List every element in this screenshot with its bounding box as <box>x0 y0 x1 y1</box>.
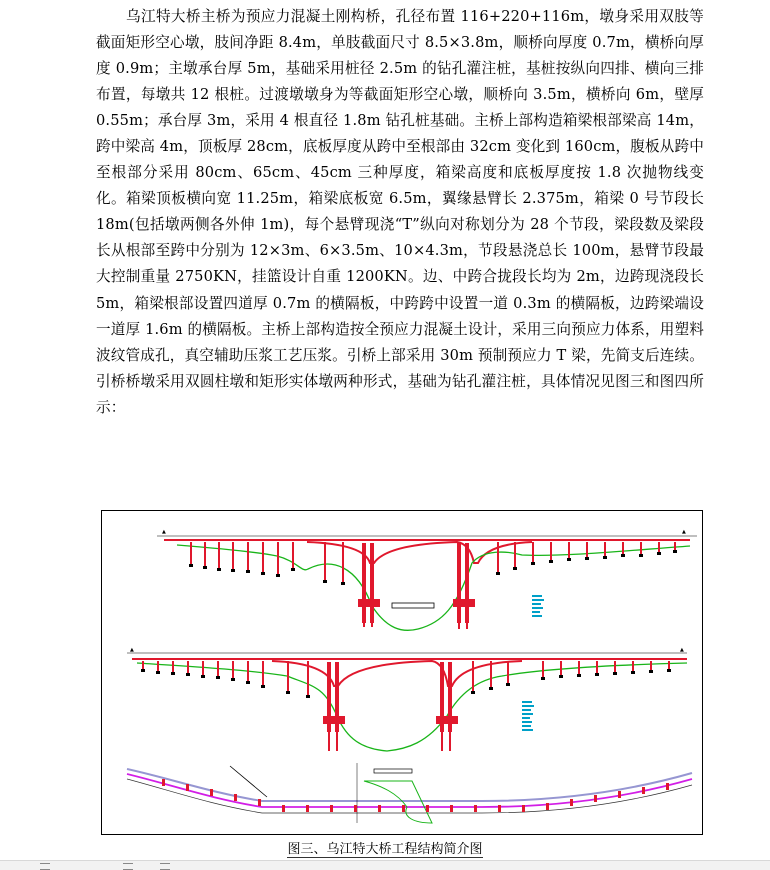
approach-pier-lower-footing <box>156 671 160 674</box>
approach-pier-upper-footing <box>217 568 221 571</box>
approach-pier-lower-footing <box>246 681 250 684</box>
approach-pier-upper-footing <box>231 569 235 572</box>
approach-pier-lower <box>287 661 289 691</box>
approach-pier-lower <box>614 661 616 672</box>
approach-pier-lower-footing <box>141 669 145 672</box>
svg-text:▲: ▲ <box>680 647 684 653</box>
approach-pier-upper <box>190 542 192 564</box>
approach-pier-upper <box>658 542 660 552</box>
plan-pier-mark <box>282 805 285 812</box>
approach-pier-upper <box>232 542 234 569</box>
approach-pier-lower-footing <box>489 687 493 690</box>
plan-pier-mark <box>258 799 261 806</box>
approach-pier-lower <box>232 661 234 678</box>
approach-pier-upper <box>674 542 676 550</box>
approach-pier-upper-footing <box>496 572 500 575</box>
svg-text:▲: ▲ <box>130 647 134 653</box>
approach-pier-upper-footing <box>621 554 625 557</box>
figure-caption-wrap <box>0 838 770 857</box>
approach-pier-lower-footing <box>613 672 617 675</box>
approach-pier-lower <box>668 661 670 669</box>
approach-pier-upper <box>640 542 642 554</box>
approach-pier-lower-footing <box>261 685 265 688</box>
svg-text:▲: ▲ <box>162 529 166 535</box>
bridge-drawing <box>102 511 702 834</box>
plan-pier-mark <box>522 805 525 812</box>
figure-caption: 图三、乌江特大桥工程结构简介图 <box>287 842 483 857</box>
approach-pier-lower-footing <box>559 675 563 678</box>
svg-text:▲: ▲ <box>682 529 686 535</box>
approach-pier-upper <box>204 542 206 566</box>
approach-pier-lower <box>507 661 509 683</box>
plan-pier-mark <box>594 795 597 802</box>
plan-pier-mark <box>426 805 429 812</box>
approach-pier-upper-footing <box>341 582 345 585</box>
plan-view <box>127 763 692 823</box>
approach-pier-upper <box>497 542 499 572</box>
approach-pier-upper <box>292 542 294 568</box>
approach-pier-lower-footing <box>577 674 581 677</box>
approach-pier-lower-footing <box>201 675 205 678</box>
plan-pier-mark <box>210 789 213 796</box>
elevation-lower <box>127 647 687 751</box>
dimension-text-upper <box>532 595 544 617</box>
approach-pier-lower-footing <box>667 669 671 672</box>
approach-pier-lower <box>172 661 174 672</box>
terrain-profile-upper <box>177 545 690 630</box>
approach-pier-upper <box>622 542 624 554</box>
dimension-text-lower <box>522 701 534 731</box>
approach-pier-lower-footing <box>541 677 545 680</box>
plan-pier-mark <box>402 805 405 812</box>
approach-pier-lower <box>542 661 544 677</box>
approach-pier-upper-footing <box>657 552 661 555</box>
approach-pier-upper-footing <box>585 557 589 560</box>
approach-pier-lower <box>560 661 562 675</box>
approach-pier-lower-footing <box>171 672 175 675</box>
approach-pier-upper-footing <box>246 570 250 573</box>
approach-pier-lower <box>650 661 652 670</box>
approach-pier-upper <box>514 542 516 567</box>
approach-pier-upper <box>247 542 249 570</box>
approach-pier-upper-footing <box>203 566 207 569</box>
approach-pier-lower-footing <box>631 671 635 674</box>
approach-pier-upper <box>218 542 220 568</box>
approach-pier-lower-footing <box>186 673 190 676</box>
plan-pier-mark <box>354 805 357 812</box>
plan-pier-mark <box>162 779 165 786</box>
approach-pier-lower <box>578 661 580 674</box>
approach-pier-upper <box>277 542 279 574</box>
plan-pier-mark <box>306 805 309 812</box>
approach-pier-lower <box>490 661 492 687</box>
bridge-structure-figure <box>101 510 703 835</box>
approach-pier-upper <box>550 542 552 560</box>
plan-pier-mark <box>546 803 549 810</box>
approach-pier-upper-footing <box>567 558 571 561</box>
approach-pier-upper-footing <box>261 572 265 575</box>
approach-pier-upper-footing <box>639 554 643 557</box>
approach-pier-upper <box>342 542 344 582</box>
plan-pier-mark <box>570 799 573 806</box>
approach-pier-lower <box>187 661 189 673</box>
body-paragraph: 乌江特大桥主桥为预应力混凝土刚构桥，孔径布置 116+220+116m，墩身采用双肢等截面矩形空心墩，肢间净距 8.4m，单肢截面尺寸 8.5×3.8m，顺桥向厚度 0.7m，横桥向厚度 0.9m；主墩承台厚 5m，基础采用桩径 2.5m 的钻孔灌注桩，基桩按纵向四排、横向三排布置，每墩共 12 根桩。过渡墩墩身为等截面矩形空心墩，顺桥向 3.5m，横桥向 6m，壁厚 0.55m；承台厚 3m，采用 4 根直径 1.8m 钻孔桩基础。主桥上部构造箱梁根部梁高 14m，跨中梁高 4m，顶板厚 28cm，底板厚度从跨中至根部由 32cm 变化到 160cm，腹板从跨中至根部分采用 80cm、65cm、45cm 三种厚度，箱梁高度和底板厚度按 1.8 次抛物线变化。箱梁顶板横向宽 11.25m，箱梁底板宽 6.5m，翼缘悬臂长 2.375m，箱梁 0 号节段长 18m(包括墩两侧各外伸 1m)，每个悬臂现浇“T”纵向对称划分为 28 个节段，梁段数及梁段长从根部至跨中分别为 12×3m、6×3.5m、10×4.3m，节段悬浇总长 100m，悬臂节段最大控制重量 2750KN，挂篮设计自重 1200KN。边、中跨合拢段长均为 2m，边跨现浇段长 5m，箱梁根部设置四道厚 0.7m 的横隔板，中跨跨中设置一道 0.3m 的横隔板，边跨梁端设一道厚 1.6m 的横隔板。主桥上部构造按全预应力混凝土设计，采用三向预应力体系，用塑料波纹管成孔，真空辅助压浆工艺压浆。引桥上部采用 30m 预制预应力 T 梁，先简支后连续。引桥桥墩采用双圆柱墩和矩形实体墩两种形式，基础为钻孔灌注桩，具体情况见图三和图四所示： <box>96 8 704 416</box>
approach-pier-lower <box>307 661 309 695</box>
plan-pier-mark <box>330 805 333 812</box>
approach-pier-lower <box>202 661 204 675</box>
approach-pier-upper-footing <box>291 568 295 571</box>
approach-pier-lower <box>157 661 159 671</box>
approach-pier-upper-footing <box>603 556 607 559</box>
approach-pier-upper-footing <box>189 564 193 567</box>
main-pier-right-lower <box>436 662 458 751</box>
approach-pier-upper-footing <box>276 574 280 577</box>
approach-pier-lower-footing <box>286 691 290 694</box>
plan-pier-mark <box>234 794 237 801</box>
approach-pier-lower-footing <box>595 673 599 676</box>
approach-pier-lower <box>632 661 634 671</box>
approach-pier-upper-footing <box>531 562 535 565</box>
approach-pier-lower <box>262 661 264 685</box>
elevation-upper <box>157 529 697 630</box>
approach-pier-lower <box>596 661 598 673</box>
approach-pier-lower-footing <box>306 695 310 698</box>
plan-pier-mark <box>186 784 189 791</box>
plan-pier-mark <box>642 787 645 794</box>
approach-pier-upper <box>262 542 264 572</box>
plan-pier-mark <box>498 805 501 812</box>
approach-pier-upper <box>604 542 606 556</box>
approach-pier-upper-footing <box>323 580 327 583</box>
approach-pier-lower <box>142 661 144 669</box>
plan-pier-mark <box>450 805 453 812</box>
approach-pier-upper-footing <box>513 567 517 570</box>
approach-pier-lower-footing <box>649 670 653 673</box>
approach-pier-lower-footing <box>471 691 475 694</box>
approach-pier-upper-footing <box>549 560 553 563</box>
main-girder-lower <box>272 661 522 686</box>
plan-ramp <box>230 766 267 797</box>
approach-pier-upper <box>532 542 534 562</box>
approach-pier-lower-footing <box>216 676 220 679</box>
plan-pier-mark <box>474 805 477 812</box>
approach-pier-lower <box>247 661 249 681</box>
plan-pier-mark <box>378 805 381 812</box>
approach-pier-upper <box>586 542 588 557</box>
approach-pier-lower-footing <box>231 678 235 681</box>
approach-pier-lower <box>472 661 474 691</box>
plan-pier-mark <box>666 783 669 790</box>
approach-pier-lower-footing <box>506 683 510 686</box>
approach-pier-lower <box>217 661 219 676</box>
approach-pier-upper <box>324 542 326 580</box>
approach-pier-upper <box>568 542 570 558</box>
approach-pier-upper-footing <box>673 550 677 553</box>
plan-pier-mark <box>618 791 621 798</box>
